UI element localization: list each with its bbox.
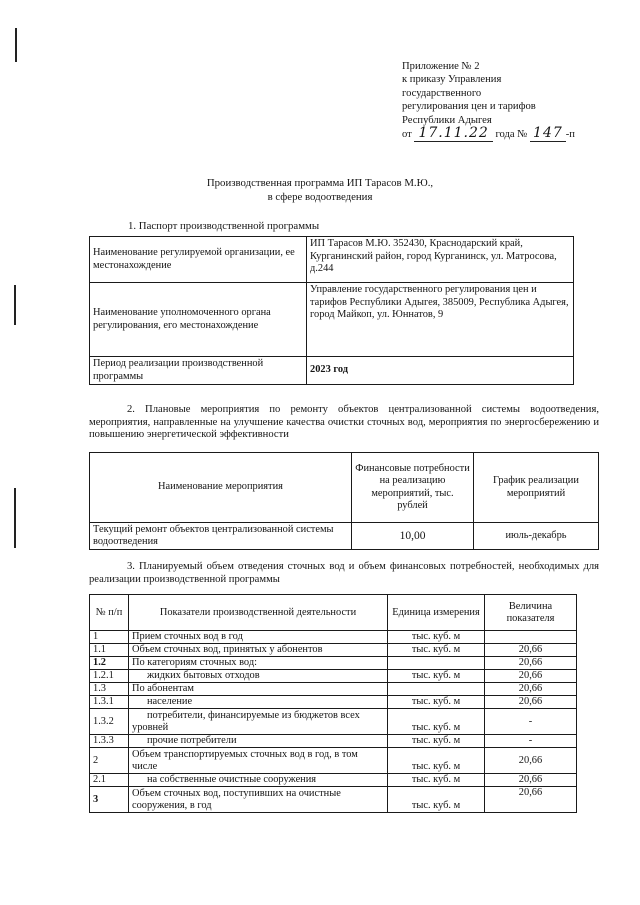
table-cell: 2.1 xyxy=(90,774,129,787)
table-row xyxy=(90,283,574,357)
table-cell: июль-декабрь xyxy=(474,523,599,550)
appendix-date-line xyxy=(402,127,634,141)
table-cell: на собственные очистные сооружения xyxy=(129,774,388,787)
table-cell xyxy=(388,657,485,670)
volume-table xyxy=(89,594,577,813)
table-cell: тыс. куб. м xyxy=(388,631,485,644)
binder-mark xyxy=(14,488,16,548)
appendix-line: Приложение № 2 xyxy=(402,61,480,72)
table-cell: тыс. куб. м xyxy=(388,748,485,774)
table-cell: 1.3.1 xyxy=(90,696,129,709)
table-cell: тыс. куб. м xyxy=(388,787,485,813)
appendix-line: регулирования цен и тарифов xyxy=(402,101,536,113)
table-row xyxy=(90,453,599,523)
table-row xyxy=(90,670,577,683)
appendix-date: 17.11.22 xyxy=(414,125,492,142)
table-row xyxy=(90,631,577,644)
measures-table xyxy=(89,452,599,550)
table-cell: Наименование регулируемой организации, ее местонахождение xyxy=(90,237,307,283)
table-cell: 1.3 xyxy=(90,683,129,696)
table-cell: 20,66 xyxy=(485,774,577,787)
table-header: Наименование мероприятия xyxy=(90,453,352,523)
table-cell: тыс. куб. м xyxy=(388,670,485,683)
table-cell: тыс. куб. м xyxy=(388,774,485,787)
passport-table xyxy=(89,236,574,385)
table-cell: 1.3.2 xyxy=(90,709,129,735)
table-row xyxy=(90,748,577,774)
table-row xyxy=(90,595,577,631)
table-cell: Объем сточных вод, поступивших на очистные сооружения, в год xyxy=(129,787,388,813)
table-cell: Прием сточных вод в год xyxy=(129,631,388,644)
table-cell: 1.2.1 xyxy=(90,670,129,683)
section1-heading: 1. Паспорт производственной программы xyxy=(128,220,320,232)
table-cell: По категориям сточных вод: xyxy=(129,657,388,670)
table-cell: 20,66 xyxy=(485,644,577,657)
appendix-suffix: -п xyxy=(565,129,575,141)
binder-mark xyxy=(15,28,17,62)
table-cell: тыс. куб. м xyxy=(388,735,485,748)
table-cell: - xyxy=(485,709,577,735)
appendix-year-no: года № xyxy=(495,129,528,141)
appendix-line: к приказу Управления xyxy=(402,74,502,86)
title-line: в сфере водоотведения xyxy=(267,191,373,203)
table-cell: 20,66 xyxy=(485,657,577,670)
table-row xyxy=(90,709,577,735)
table-cell: - xyxy=(485,735,577,748)
table-cell: тыс. куб. м xyxy=(388,696,485,709)
table-cell: 20,66 xyxy=(485,683,577,696)
binder-mark xyxy=(14,285,16,325)
section3-heading: 3. Планируемый объем отведения сточных вод и объем финансовых потребностей, необходимых для реализации производственной программы xyxy=(89,561,599,585)
table-cell: Объем сточных вод, принятых у абонентов xyxy=(129,644,388,657)
table-row xyxy=(90,683,577,696)
table-header: График реализации мероприятий xyxy=(474,453,599,523)
section2-heading: 2. Плановые мероприятия по ремонту объектов централизованной системы водоотведения, мероприятия, направленные на улучшение качества очистки сточных вод, мероприятия по энергосбережению и повышению энергетической эффективности xyxy=(89,404,599,440)
table-cell: 20,66 xyxy=(485,670,577,683)
table-cell: тыс. куб. м xyxy=(388,644,485,657)
table-cell: 2023 год xyxy=(307,357,574,385)
table-cell: 1.1 xyxy=(90,644,129,657)
table-header: Финансовые потребности на реализацию мероприятий, тыс. рублей xyxy=(352,453,474,523)
table-cell: 20,66 xyxy=(485,696,577,709)
table-row xyxy=(90,787,577,813)
table-cell: 3 xyxy=(90,787,129,813)
table-cell: Период реализации производственной программы xyxy=(90,357,307,385)
table-row xyxy=(90,644,577,657)
table-cell: Управление государственного регулирования цен и тарифов Республики Адыгея, 385009, Республика Адыгея, город Майкоп, ул. Юннатов, 9 xyxy=(307,283,574,357)
table-header: Единица измерения xyxy=(388,595,485,631)
table-header: № п/п xyxy=(90,595,129,631)
table-row xyxy=(90,523,599,550)
table-cell xyxy=(485,631,577,644)
page-title xyxy=(130,176,510,204)
table-cell: По абонентам xyxy=(129,683,388,696)
table-header: Показатели производственной деятельности xyxy=(129,595,388,631)
table-cell: потребители, финансируемые из бюджетов всех уровней xyxy=(129,709,388,735)
table-cell: ИП Тарасов М.Ю. 352430, Краснодарский край, Курганинский район, город Курганинск, ул. Матросова, д.244 xyxy=(307,237,574,283)
table-cell: 1.3.3 xyxy=(90,735,129,748)
table-cell: 20,66 xyxy=(485,787,577,813)
table-cell: 2 xyxy=(90,748,129,774)
appendix-number: 147 xyxy=(530,125,566,142)
table-row xyxy=(90,774,577,787)
table-cell: 1 xyxy=(90,631,129,644)
table-row xyxy=(90,657,577,670)
appendix-from: от xyxy=(402,129,412,141)
table-row xyxy=(90,696,577,709)
title-line: Производственная программа ИП Тарасов М.Ю., xyxy=(206,177,434,189)
appendix-line: государственного xyxy=(402,87,482,99)
table-row xyxy=(90,357,574,385)
table-header: Величина показателя xyxy=(485,595,577,631)
table-cell: 10,00 xyxy=(352,523,474,550)
table-cell xyxy=(388,683,485,696)
table-row xyxy=(90,237,574,283)
table-cell: жидких бытовых отходов xyxy=(129,670,388,683)
table-cell: прочие потребители xyxy=(129,735,388,748)
table-cell: 20,66 xyxy=(485,748,577,774)
table-cell: 1.2 xyxy=(90,657,129,670)
table-cell: Наименование уполномоченного органа регулирования, его местонахождение xyxy=(90,283,307,357)
table-cell: население xyxy=(129,696,388,709)
table-cell: Объем транспортируемых сточных вод в год, в том числе xyxy=(129,748,388,774)
table-row xyxy=(90,735,577,748)
table-cell: Текущий ремонт объектов централизованной системы водоотведения xyxy=(90,523,352,550)
table-cell: тыс. куб. м xyxy=(388,709,485,735)
appendix-block xyxy=(402,60,634,141)
appendix-line: Республики Адыгея xyxy=(402,114,492,126)
